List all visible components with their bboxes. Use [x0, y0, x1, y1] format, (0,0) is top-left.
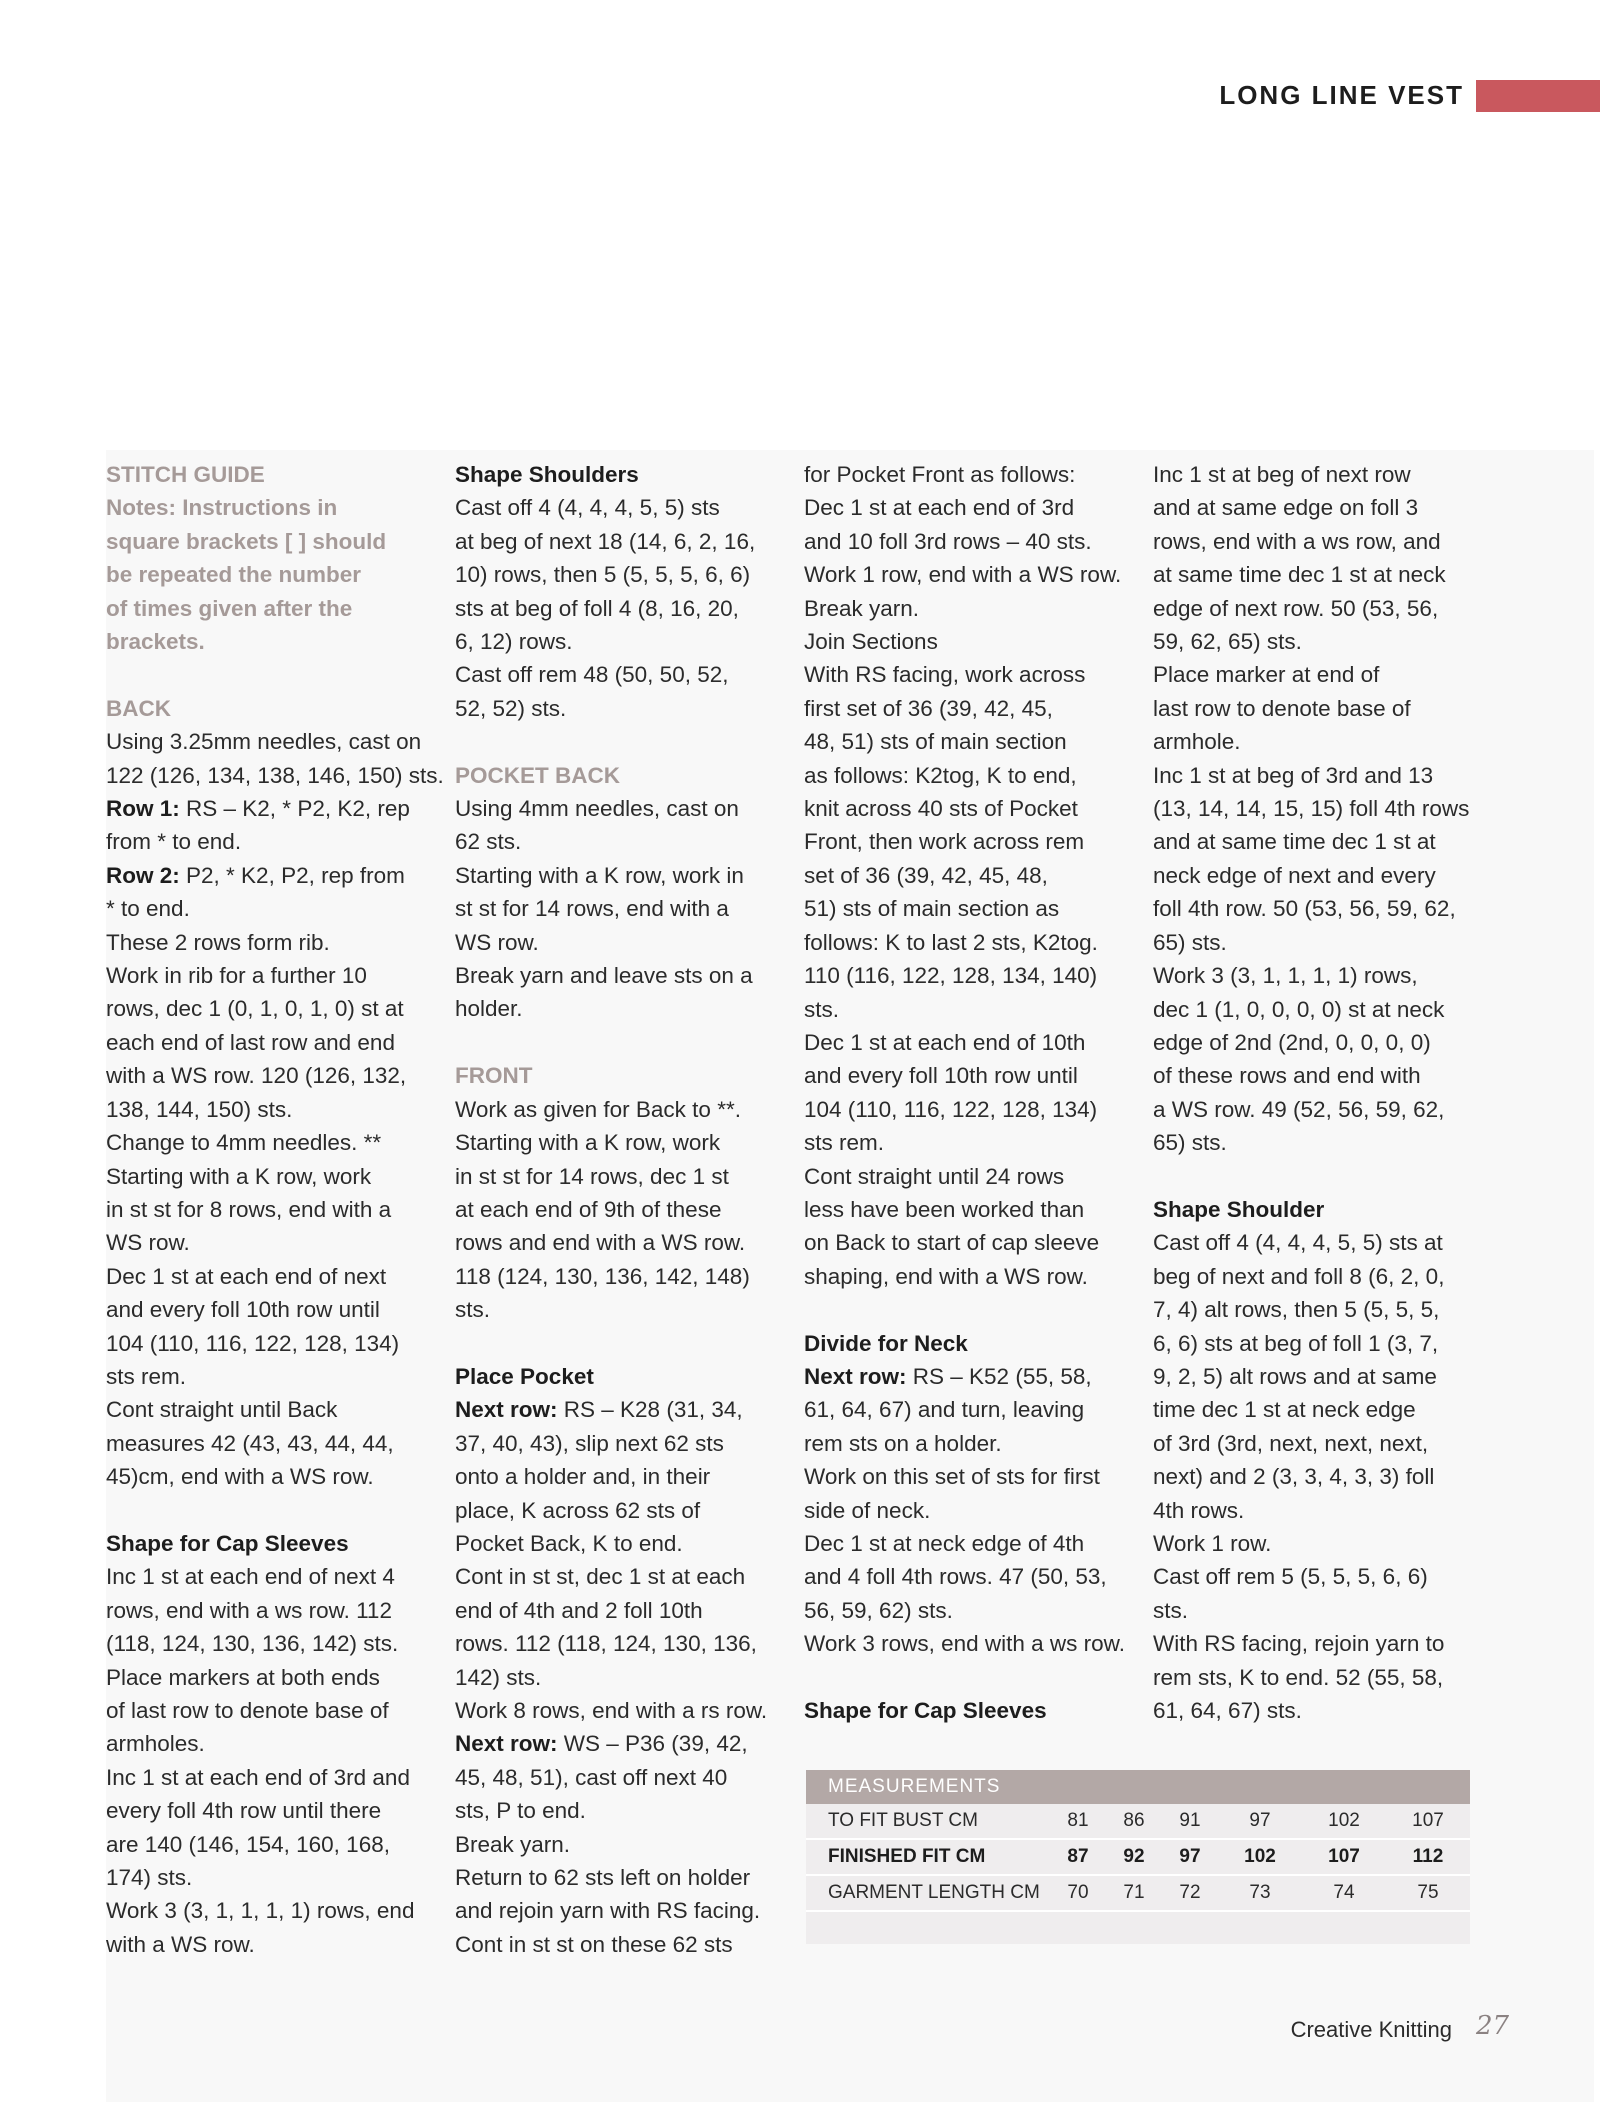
- text-line: Front, then work across rem: [804, 829, 1085, 855]
- text-line: 59, 62, 65) sts.: [1153, 629, 1302, 655]
- text-line: Cont in st st on these 62 sts: [455, 1931, 733, 1957]
- next-row-2-label: Next row:: [455, 1731, 558, 1757]
- pocket-back-instructions: [455, 792, 795, 1026]
- text-line: Work 3 (3, 1, 1, 1, 1) rows,: [1153, 963, 1418, 989]
- text-line: at beg of next 18 (14, 6, 2, 16,: [455, 528, 756, 554]
- text-line: rows and end with a WS row.: [455, 1230, 746, 1256]
- text-line: rem sts on a holder.: [804, 1430, 1002, 1456]
- text-line: Place markers at both ends: [106, 1664, 380, 1690]
- text-line: on Back to start of cap sleeve: [804, 1230, 1100, 1256]
- text-line: and at same edge on foll 3: [1153, 495, 1419, 521]
- text-line: Inc 1 st at beg of 3rd and 13: [1153, 762, 1434, 788]
- column-4: [1153, 458, 1483, 1727]
- text-line: time dec 1 st at neck edge: [1153, 1397, 1416, 1423]
- text-line: rows, end with a ws row. 112: [106, 1597, 392, 1623]
- text-line: as follows: K2tog, K to end,: [804, 762, 1077, 788]
- text-line: Work 1 row.: [1153, 1530, 1272, 1556]
- front-heading: FRONT: [455, 1063, 533, 1089]
- measurement-value: 107: [1302, 1839, 1386, 1875]
- text-line: a WS row. 49 (52, 56, 59, 62,: [1153, 1096, 1445, 1122]
- text-line: Cont in st st, dec 1 st at each: [455, 1564, 746, 1590]
- text-line: st st for 14 rows, end with a: [455, 896, 729, 922]
- text-line: WS row.: [455, 929, 539, 955]
- measurement-value: 72: [1162, 1875, 1218, 1911]
- measurement-value: 86: [1106, 1804, 1162, 1839]
- measurement-value: 97: [1162, 1839, 1218, 1875]
- text-line: 4th rows.: [1153, 1497, 1245, 1523]
- measurement-value: 87: [1050, 1839, 1106, 1875]
- text-line: sts.: [804, 996, 840, 1022]
- text-line: Cont straight until Back: [106, 1397, 338, 1423]
- text-line: and 4 foll 4th rows. 47 (50, 53,: [804, 1564, 1107, 1590]
- text-line: and every foll 10th row until: [804, 1063, 1078, 1089]
- measurement-value: 107: [1386, 1804, 1470, 1839]
- row1-text: RS – K2, * P2, K2, rep: [179, 796, 410, 822]
- text-line: 10) rows, then 5 (5, 5, 5, 6, 6): [455, 562, 751, 588]
- text-line: Inc 1 st at beg of next row: [1153, 462, 1411, 487]
- text-line: at each end of 9th of these: [455, 1196, 722, 1222]
- text-line: Cont straight until 24 rows: [804, 1163, 1065, 1189]
- text-line: knit across 40 sts of Pocket: [804, 796, 1078, 822]
- text-line: Pocket Back, K to end.: [455, 1530, 683, 1556]
- text-line: neck edge of next and every: [1153, 862, 1436, 888]
- next-row-label: Next row:: [455, 1397, 558, 1423]
- shape-shoulder-instructions: [1153, 1226, 1483, 1727]
- measurement-row: [806, 1804, 1470, 1839]
- text-line: Join Sections: [804, 629, 938, 655]
- text-line: 122 (126, 134, 138, 146, 150) sts.: [106, 762, 444, 788]
- stitch-guide-notes: [106, 491, 446, 658]
- text-line: Inc 1 st at each end of next 4: [106, 1564, 395, 1590]
- next-row-line: [455, 1393, 795, 1426]
- text-line: Work 1 row, end with a WS row.: [804, 562, 1122, 588]
- text-line: beg of next and foll 8 (6, 2, 0,: [1153, 1263, 1445, 1289]
- text-line: 61, 64, 67) sts.: [1153, 1698, 1302, 1724]
- text-line: 138, 144, 150) sts.: [106, 1096, 293, 1122]
- text-line: 61, 64, 67) and turn, leaving: [804, 1397, 1085, 1423]
- text-line: sts rem.: [106, 1363, 187, 1389]
- text-line: 48, 51) sts of main section: [804, 729, 1067, 755]
- text-line: (118, 124, 130, 136, 142) sts.: [106, 1631, 399, 1657]
- stitch-guide-heading: STITCH GUIDE: [106, 462, 265, 487]
- text-line: dec 1 (1, 0, 0, 0, 0) st at neck: [1153, 996, 1445, 1022]
- page-title: LONG LINE VEST: [1219, 80, 1464, 110]
- text-line: sts, P to end.: [455, 1798, 586, 1824]
- text-line: Work 3 rows, end with a ws row.: [804, 1631, 1125, 1657]
- text-line: with a WS row. 120 (126, 132,: [106, 1063, 407, 1089]
- text-line: sts at beg of foll 4 (8, 16, 20,: [455, 595, 739, 621]
- cap-sleeves-heading: Shape for Cap Sleeves: [106, 1530, 349, 1556]
- measurement-label: GARMENT LENGTH CM: [806, 1875, 1050, 1911]
- shape-shoulder-heading: Shape Shoulder: [1153, 1196, 1325, 1222]
- front-instructions: [455, 1093, 795, 1327]
- text-line: 9, 2, 5) alt rows and at same: [1153, 1363, 1437, 1389]
- text-line: 45, 48, 51), cast off next 40: [455, 1764, 728, 1790]
- text-line: Dec 1 st at each end of 3rd: [804, 495, 1075, 521]
- neck-next-row-text: RS – K52 (55, 58,: [906, 1363, 1092, 1389]
- text-line: 7, 4) alt rows, then 5 (5, 5, 5,: [1153, 1297, 1440, 1323]
- text-line: These 2 rows form rib.: [106, 929, 330, 955]
- pocket-front-instructions: [455, 1761, 795, 1961]
- text-line: * to end.: [106, 896, 190, 922]
- text-line: Work 3 (3, 1, 1, 1, 1) rows, end: [106, 1898, 415, 1924]
- text-line: sts.: [455, 1297, 491, 1323]
- text-line: 65) sts.: [1153, 1130, 1227, 1156]
- next-row-2-text: WS – P36 (39, 42,: [557, 1731, 748, 1757]
- text-line: next) and 2 (3, 3, 4, 3, 3) foll: [1153, 1464, 1435, 1490]
- place-pocket-instructions: [455, 1427, 795, 1728]
- text-line: Break yarn and leave sts on a: [455, 963, 753, 989]
- back-instructions: [106, 892, 446, 1493]
- text-line: Cast off 4 (4, 4, 4, 5, 5) sts: [455, 495, 720, 521]
- text-line: armholes.: [106, 1731, 205, 1757]
- text-line: 110 (116, 122, 128, 134, 140): [804, 963, 1098, 989]
- measurement-value: 112: [1386, 1839, 1470, 1875]
- text-line: onto a holder and, in their: [455, 1464, 711, 1490]
- column-2: [455, 458, 795, 1961]
- text-line: 37, 40, 43), slip next 62 sts: [455, 1430, 724, 1456]
- front-cap-sleeves-heading: Shape for Cap Sleeves: [804, 1698, 1047, 1723]
- text-line: Dec 1 st at each end of 10th: [804, 1029, 1086, 1055]
- text-line: of these rows and end with: [1153, 1063, 1421, 1089]
- next-row-2-line: [455, 1727, 795, 1760]
- row2-label: Row 2:: [106, 862, 180, 888]
- text-line: 52, 52) sts.: [455, 695, 567, 721]
- row2-line: [106, 859, 446, 892]
- measurement-value: 91: [1162, 1804, 1218, 1839]
- text-line: Using 4mm needles, cast on: [455, 796, 739, 822]
- text-line: sts rem.: [804, 1130, 885, 1156]
- text-line: at same time dec 1 st at neck: [1153, 562, 1446, 588]
- text-line: 6, 12) rows.: [455, 629, 573, 655]
- measurement-value: 102: [1302, 1804, 1386, 1839]
- text-line: shaping, end with a WS row.: [804, 1263, 1088, 1289]
- text-line: of 3rd (3rd, next, next, next,: [1153, 1430, 1429, 1456]
- row1-label: Row 1:: [106, 796, 180, 822]
- text-line: side of neck.: [804, 1497, 931, 1523]
- text-line: end of 4th and 2 foll 10th: [455, 1597, 703, 1623]
- pocket-back-heading: POCKET BACK: [455, 762, 621, 788]
- divide-neck-instructions: [804, 1393, 1144, 1660]
- place-pocket-heading: Place Pocket: [455, 1363, 594, 1389]
- text-line: Dec 1 st at neck edge of 4th: [804, 1530, 1085, 1556]
- text-line: for Pocket Front as follows:: [804, 462, 1076, 487]
- text-line: Cast off rem 48 (50, 50, 52,: [455, 662, 729, 688]
- text-line: Break yarn.: [455, 1831, 571, 1857]
- measurement-value: 70: [1050, 1875, 1106, 1911]
- text-line: first set of 36 (39, 42, 45,: [804, 695, 1053, 721]
- text-line: Cast off rem 5 (5, 5, 5, 6, 6): [1153, 1564, 1428, 1590]
- text-line: last row to denote base of: [1153, 695, 1411, 721]
- back-intro: [106, 725, 446, 792]
- measurement-value: 81: [1050, 1804, 1106, 1839]
- text-line: 174) sts.: [106, 1865, 193, 1891]
- text-line: Work as given for Back to **.: [455, 1096, 741, 1122]
- text-line: Dec 1 st at each end of next: [106, 1263, 387, 1289]
- text-line: be repeated the number: [106, 562, 362, 588]
- magazine-name: Creative Knitting: [1290, 2017, 1452, 2042]
- text-line: in st st for 8 rows, end with a: [106, 1196, 392, 1222]
- text-line: and every foll 10th row until: [106, 1297, 380, 1323]
- back-heading: BACK: [106, 695, 171, 721]
- text-line: 45)cm, end with a WS row.: [106, 1464, 374, 1490]
- text-line: foll 4th row. 50 (53, 56, 59, 62,: [1153, 896, 1456, 922]
- shape-shoulders-instructions: [455, 491, 795, 725]
- measurements-table: [806, 1770, 1470, 1944]
- neck-next-row-label: Next row:: [804, 1363, 907, 1389]
- text-line: Starting with a K row, work in: [455, 862, 744, 888]
- column-3: [804, 458, 1144, 1727]
- text-line: in st st for 14 rows, dec 1 st: [455, 1163, 729, 1189]
- measurements-rows: [806, 1804, 1470, 1911]
- text-line: 104 (110, 116, 122, 128, 134): [106, 1330, 400, 1356]
- text-line: Change to 4mm needles. **: [106, 1130, 382, 1156]
- pocket-join-instructions: [804, 458, 1144, 1293]
- shape-shoulders-heading: Shape Shoulders: [455, 462, 639, 487]
- text-line: Notes: Instructions in: [106, 495, 338, 521]
- divide-neck-heading: Divide for Neck: [804, 1330, 968, 1356]
- measurement-value: 71: [1106, 1875, 1162, 1911]
- text-line: brackets.: [106, 629, 205, 655]
- row2-text: P2, * K2, P2, rep from: [179, 862, 405, 888]
- text-line: and rejoin yarn with RS facing.: [455, 1898, 761, 1924]
- text-line: With RS facing, rejoin yarn to: [1153, 1631, 1445, 1657]
- text-line: Work in rib for a further 10: [106, 963, 367, 989]
- text-line: every foll 4th row until there: [106, 1798, 382, 1824]
- next-row-text: RS – K28 (31, 34,: [557, 1397, 743, 1423]
- measurement-value: 97: [1218, 1804, 1302, 1839]
- row1-line: [106, 792, 446, 825]
- text-line: Work 8 rows, end with a rs row.: [455, 1697, 768, 1723]
- text-line: and at same time dec 1 st at: [1153, 829, 1436, 855]
- text-line: armhole.: [1153, 729, 1241, 755]
- text-line: and 10 foll 3rd rows – 40 sts.: [804, 528, 1092, 554]
- text-line: holder.: [455, 996, 523, 1022]
- text-line: rows. 112 (118, 124, 130, 136,: [455, 1631, 757, 1657]
- text-line: rem sts, K to end. 52 (55, 58,: [1153, 1664, 1444, 1690]
- text-line: Starting with a K row, work: [106, 1163, 372, 1189]
- measurement-row: [806, 1875, 1470, 1911]
- text-line: 142) sts.: [455, 1664, 542, 1690]
- title-accent-bar: [1476, 80, 1600, 112]
- text-line: WS row.: [106, 1230, 190, 1256]
- text-line: follows: K to last 2 sts, K2tog.: [804, 929, 1098, 955]
- text-line: 104 (110, 116, 122, 128, 134): [804, 1096, 1098, 1122]
- text-line: rows, dec 1 (0, 1, 0, 1, 0) st at: [106, 996, 404, 1022]
- measurement-label: FINISHED FIT CM: [806, 1839, 1050, 1875]
- measurement-value: 75: [1386, 1875, 1470, 1911]
- measurement-label: TO FIT BUST CM: [806, 1804, 1050, 1839]
- measurements-heading: MEASUREMENTS: [806, 1770, 1470, 1804]
- text-line: (13, 14, 14, 15, 15) foll 4th rows: [1153, 796, 1470, 822]
- text-line: Using 3.25mm needles, cast on: [106, 729, 422, 755]
- text-line: Starting with a K row, work: [455, 1130, 721, 1156]
- front-cap-instructions: [1153, 458, 1483, 1160]
- text-line: are 140 (146, 154, 160, 168,: [106, 1831, 390, 1857]
- text-line: Return to 62 sts left on holder: [455, 1865, 751, 1891]
- text-line: Work on this set of sts for first: [804, 1464, 1100, 1490]
- cap-sleeves-instructions: [106, 1560, 446, 1961]
- text-line: Cast off 4 (4, 4, 4, 5, 5) sts at: [1153, 1230, 1443, 1256]
- text-line: 56, 59, 62) sts.: [804, 1597, 953, 1623]
- measurements-blank-row: [806, 1912, 1470, 1944]
- measurement-row: [806, 1839, 1470, 1875]
- text-line: 51) sts of main section as: [804, 896, 1060, 922]
- measurement-value: 102: [1218, 1839, 1302, 1875]
- measurement-value: 73: [1218, 1875, 1302, 1911]
- row1-continued: from * to end.: [106, 829, 242, 855]
- text-line: With RS facing, work across: [804, 662, 1086, 688]
- text-line: with a WS row.: [106, 1931, 255, 1957]
- text-line: 118 (124, 130, 136, 142, 148): [455, 1263, 750, 1289]
- text-line: rows, end with a ws row, and: [1153, 528, 1441, 554]
- measurement-value: 74: [1302, 1875, 1386, 1911]
- page-number: 27: [1476, 2011, 1510, 2041]
- text-line: 62 sts.: [455, 829, 522, 855]
- text-line: place, K across 62 sts of: [455, 1497, 701, 1523]
- text-line: of last row to denote base of: [106, 1698, 389, 1723]
- text-line: sts.: [1153, 1597, 1189, 1623]
- text-line: of times given after the: [106, 595, 353, 621]
- measurement-value: 92: [1106, 1839, 1162, 1875]
- text-line: Break yarn.: [804, 595, 920, 621]
- text-line: edge of next row. 50 (53, 56,: [1153, 595, 1439, 621]
- text-line: measures 42 (43, 43, 44, 44,: [106, 1430, 394, 1456]
- text-line: Place marker at end of: [1153, 662, 1380, 688]
- text-line: edge of 2nd (2nd, 0, 0, 0, 0): [1153, 1029, 1431, 1055]
- text-line: 6, 6) sts at beg of foll 1 (3, 7,: [1153, 1330, 1439, 1356]
- column-1: [106, 458, 446, 1961]
- text-line: set of 36 (39, 42, 45, 48,: [804, 862, 1048, 888]
- neck-next-row-line: [804, 1360, 1144, 1393]
- text-line: square brackets [ ] should: [106, 528, 387, 554]
- text-line: less have been worked than: [804, 1196, 1085, 1222]
- text-line: Inc 1 st at each end of 3rd and: [106, 1764, 410, 1790]
- text-line: each end of last row and end: [106, 1029, 395, 1055]
- text-line: 65) sts.: [1153, 929, 1227, 955]
